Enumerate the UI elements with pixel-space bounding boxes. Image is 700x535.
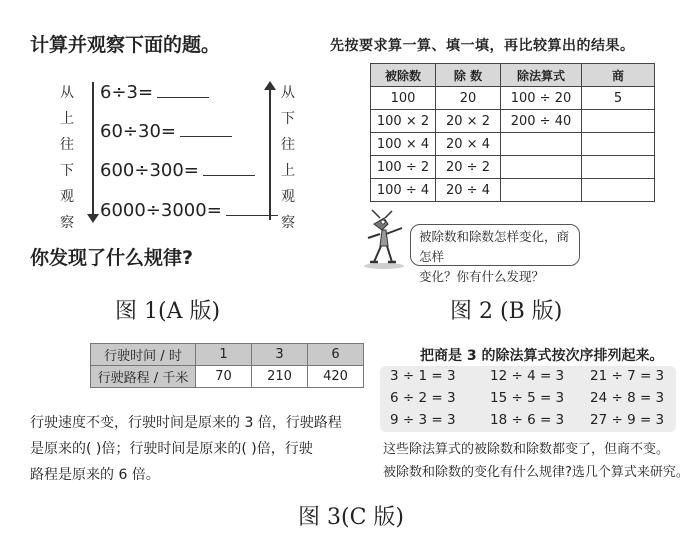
table-cell: 20 × 4: [436, 133, 501, 156]
table-header-row: [371, 64, 655, 87]
table-cell: [582, 110, 655, 133]
text-line-3: 路程是原来的 6 倍。: [30, 467, 160, 483]
table-cell: [501, 133, 582, 156]
table-cell: [582, 179, 655, 202]
equation-2: 60÷30=: [100, 121, 232, 142]
header-expression: 除法算式: [501, 64, 582, 87]
panel-a-title: 计算并观察下面的题。: [30, 34, 221, 56]
table-cell: 100 × 2: [371, 110, 436, 133]
table-row: [371, 110, 655, 133]
table-cell: 3: [252, 344, 308, 366]
up-arrow-icon: [269, 88, 271, 220]
equation-3: 600÷300=: [100, 160, 255, 181]
table-row: [371, 156, 655, 179]
grid-cell: 15 ÷ 5 = 3: [490, 390, 565, 406]
panel-c-instruction: 把商是 3 的除法算式按次序排列起来。: [420, 348, 664, 364]
panel-b-instruction: 先按要求算一算、填一填，再比较算出的结果。: [330, 38, 635, 54]
table-cell: 1: [196, 344, 252, 366]
table-cell: 20 ÷ 2: [436, 156, 501, 179]
text-line-1: 行驶速度不变，行驶时间是原来的 3 倍，行驶路程: [30, 415, 342, 431]
panel-b-table: [370, 63, 655, 202]
caption-a: 图 1(A 版): [115, 299, 221, 324]
grid-cell: 9 ÷ 3 = 3: [390, 412, 456, 428]
grid-cell: 21 ÷ 7 = 3: [590, 368, 665, 384]
table-cell: [582, 133, 655, 156]
table-row: [371, 87, 655, 110]
up-arrow-head-icon: [264, 81, 276, 90]
mascot-figure-icon: [358, 208, 410, 270]
table-cell: 100 ÷ 20: [501, 87, 582, 110]
table-cell: 100 ÷ 4: [371, 179, 436, 202]
panel-a-right-label: 从下往上观察: [281, 85, 295, 231]
header-quotient: 商: [582, 64, 655, 87]
table-cell: [582, 156, 655, 179]
table-cell: 200 ÷ 40: [501, 110, 582, 133]
table-cell: [501, 156, 582, 179]
table-cell: 20 ÷ 4: [436, 179, 501, 202]
grid-cell: 18 ÷ 6 = 3: [490, 412, 565, 428]
table-cell: 420: [308, 366, 364, 388]
table-cell: 100: [371, 87, 436, 110]
grid-cell: 24 ÷ 8 = 3: [590, 390, 665, 406]
grid-cell: 27 ÷ 9 = 3: [590, 412, 665, 428]
grid-cell: 12 ÷ 4 = 3: [490, 368, 565, 384]
table-row: [371, 133, 655, 156]
panel-a-left-label: 从上往下观察: [60, 85, 74, 231]
grid-cell: 6 ÷ 2 = 3: [390, 390, 456, 406]
table-row: [91, 366, 364, 388]
panel-c-bottom-text: [383, 438, 693, 484]
bubble-line-2: 变化？你有什么发现？: [419, 269, 545, 284]
table-cell: 100 ÷ 2: [371, 156, 436, 179]
table-row: [371, 179, 655, 202]
equation-4: 6000÷3000=: [100, 200, 278, 221]
panel-c-text: [30, 410, 355, 488]
table-cell: 100 × 4: [371, 133, 436, 156]
bottom-line-2: 被除数和除数的变化有什么规律?选几个算式来研究。: [383, 465, 689, 480]
table-cell: [501, 179, 582, 202]
bottom-line-1: 这些除法算式的被除数和除数都变了，但商不变。: [383, 442, 670, 457]
panel-c-table: [90, 343, 364, 388]
table-cell: 20: [436, 87, 501, 110]
speech-bubble: [410, 224, 580, 284]
down-arrow-head-icon: [87, 214, 99, 223]
header-dividend: 被除数: [371, 64, 436, 87]
down-arrow-icon: [92, 82, 94, 217]
division-grid: [380, 366, 676, 432]
grid-cell: 3 ÷ 1 = 3: [390, 368, 456, 384]
table-cell: 5: [582, 87, 655, 110]
panel-a-question: 你发现了什么规律?: [30, 247, 194, 269]
table-row: [91, 344, 364, 366]
table-cell: 行驶路程 / 千米: [91, 366, 196, 388]
table-cell: 6: [308, 344, 364, 366]
table-cell: 70: [196, 366, 252, 388]
bubble-line-1: 被除数和除数怎样变化，商怎样: [419, 229, 570, 264]
equation-1: 6÷3=: [100, 82, 209, 103]
text-line-2: 是原来的( )倍；行驶时间是原来的( )倍，行驶: [30, 441, 313, 457]
header-divisor: 除 数: [436, 64, 501, 87]
table-cell: 210: [252, 366, 308, 388]
caption-c: 图 3(C 版): [298, 505, 404, 530]
caption-b: 图 2 (B 版): [450, 299, 563, 324]
table-cell: 20 × 2: [436, 110, 501, 133]
table-cell: 行驶时间 / 时: [91, 344, 196, 366]
